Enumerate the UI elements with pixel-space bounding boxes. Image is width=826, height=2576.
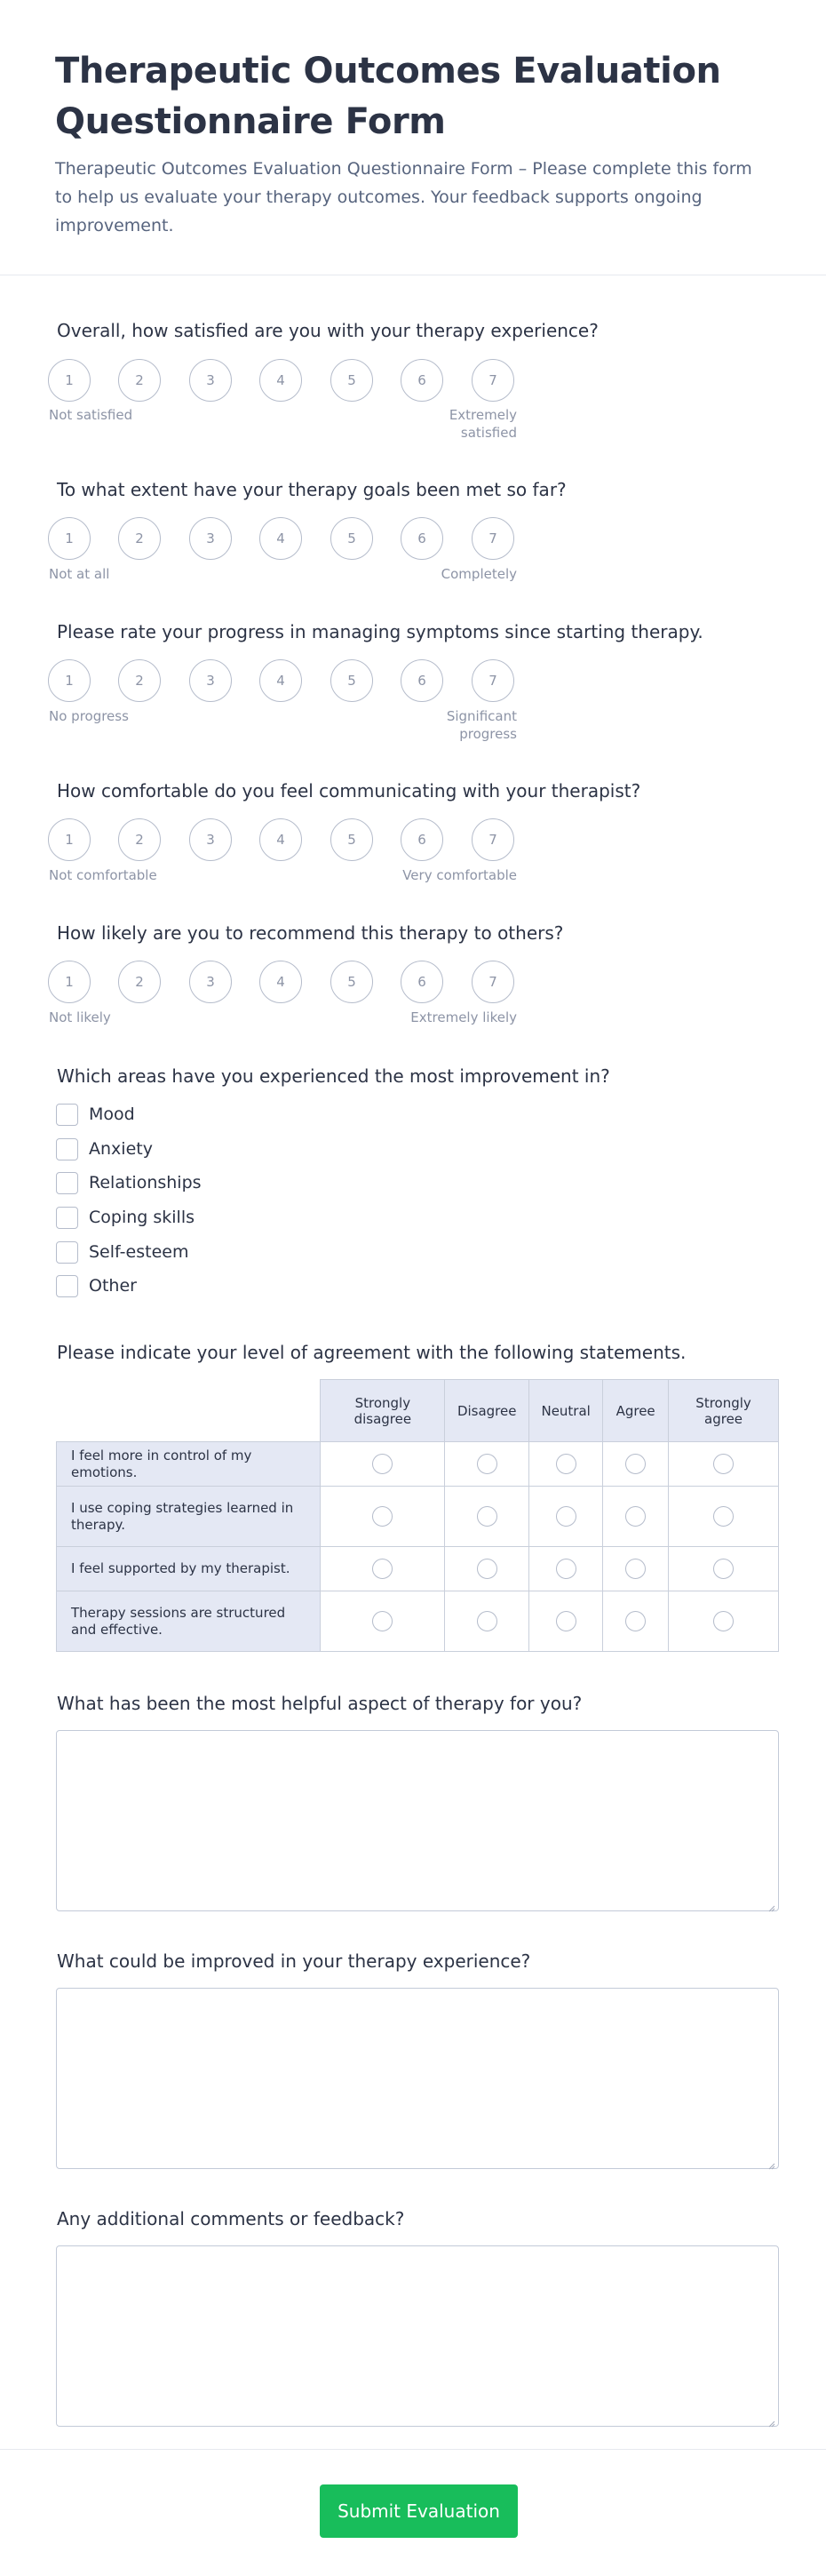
checkbox-option-other[interactable]: [56, 1274, 137, 1297]
matrix-column-header: Disagree: [445, 1380, 529, 1442]
checkbox[interactable]: [56, 1241, 78, 1264]
scale-low-label: Not likely: [49, 1009, 111, 1025]
scale-option-4[interactable]: 4: [259, 961, 302, 1003]
matrix-cell: [445, 1547, 529, 1591]
matrix-row: [57, 1591, 779, 1652]
scale-option-7[interactable]: 7: [472, 659, 514, 702]
matrix-row-label: I feel more in control of my emotions.: [57, 1442, 321, 1487]
scale-option-1[interactable]: 1: [48, 359, 91, 402]
matrix-column-header: Agree: [603, 1380, 669, 1442]
matrix-radio[interactable]: [713, 1454, 734, 1474]
checkbox-option-relationships[interactable]: [56, 1171, 202, 1194]
matrix-radio[interactable]: [372, 1454, 393, 1474]
matrix-cell: [669, 1487, 779, 1547]
scale-option-3[interactable]: 3: [189, 818, 232, 861]
agreement-matrix: [56, 1379, 779, 1652]
scale-option-6[interactable]: 6: [401, 659, 443, 702]
question-goals-title: To what extent have your therapy goals been met so far?: [57, 479, 567, 500]
helpful-aspect-textarea[interactable]: [56, 1730, 779, 1911]
scale-option-2[interactable]: 2: [118, 961, 161, 1003]
matrix-radio[interactable]: [477, 1611, 497, 1631]
scale-option-3[interactable]: 3: [189, 359, 232, 402]
matrix-cell: [669, 1591, 779, 1652]
matrix-cell: [529, 1547, 603, 1591]
form-footer-divider: [0, 2449, 826, 2450]
scale-option-4[interactable]: 4: [259, 517, 302, 560]
matrix-radio[interactable]: [556, 1506, 576, 1527]
improvement-textarea[interactable]: [56, 1988, 779, 2169]
scale-high-label: Very comfortable: [402, 867, 517, 883]
matrix-column-header: Strongly agree: [669, 1380, 779, 1442]
matrix-row-label: Therapy sessions are structured and effective.: [57, 1591, 321, 1652]
form-subtitle: Therapeutic Outcomes Evaluation Questionnaire Form – Please complete this form to help us evaluate your therapy outcomes. Your feedback supports ongoing improvement.: [55, 159, 752, 235]
scale-option-6[interactable]: 6: [401, 961, 443, 1003]
question-satisfaction-title: Overall, how satisfied are you with your therapy experience?: [57, 320, 599, 341]
matrix-radio[interactable]: [713, 1506, 734, 1527]
matrix-radio[interactable]: [713, 1611, 734, 1631]
checkbox-label: Coping skills: [89, 1208, 195, 1227]
checkbox-option-anxiety[interactable]: [56, 1137, 153, 1160]
scale-option-6[interactable]: 6: [401, 359, 443, 402]
scale-high-label: Extremely likely: [410, 1009, 517, 1025]
matrix-cell: [669, 1442, 779, 1487]
resize-grip-icon[interactable]: [766, 2157, 775, 2165]
matrix-radio[interactable]: [477, 1454, 497, 1474]
checkbox[interactable]: [56, 1138, 78, 1160]
matrix-radio[interactable]: [556, 1454, 576, 1474]
matrix-radio[interactable]: [556, 1611, 576, 1631]
checkbox-label: Self-esteem: [89, 1242, 189, 1262]
checkbox-label: Anxiety: [89, 1139, 153, 1159]
matrix-row: [57, 1547, 779, 1591]
matrix-cell: [445, 1487, 529, 1547]
matrix-cell: [445, 1591, 529, 1652]
matrix-row-label: I use coping strategies learned in therapy.: [57, 1487, 321, 1547]
scale-option-1[interactable]: 1: [48, 517, 91, 560]
matrix-radio[interactable]: [556, 1559, 576, 1579]
checkbox-label: Relationships: [89, 1173, 202, 1192]
scale-option-5[interactable]: 5: [330, 818, 373, 861]
matrix-cell: [669, 1547, 779, 1591]
matrix-corner: [57, 1380, 321, 1442]
scale-option-3[interactable]: 3: [189, 517, 232, 560]
checkbox-label: Mood: [89, 1105, 135, 1124]
scale-option-7[interactable]: 7: [472, 359, 514, 402]
matrix-radio[interactable]: [477, 1506, 497, 1527]
question-recommend-title: How likely are you to recommend this therapy to others?: [57, 922, 564, 944]
matrix-row-label: I feel supported by my therapist.: [57, 1547, 321, 1591]
scale-high-label: Extremely satisfied: [449, 407, 517, 441]
checkbox[interactable]: [56, 1275, 78, 1297]
scale-option-5[interactable]: 5: [330, 961, 373, 1003]
scale-option-2[interactable]: 2: [118, 359, 161, 402]
matrix-radio[interactable]: [625, 1454, 646, 1474]
scale-option-7[interactable]: 7: [472, 517, 514, 560]
matrix-radio[interactable]: [372, 1506, 393, 1527]
checkbox[interactable]: [56, 1172, 78, 1194]
checkbox-label: Other: [89, 1276, 137, 1296]
scale-option-1[interactable]: 1: [48, 961, 91, 1003]
matrix-cell: [603, 1547, 669, 1591]
resize-grip-icon[interactable]: [766, 1899, 775, 1908]
question-improvement-title: Which areas have you experienced the most improvement in?: [57, 1065, 610, 1087]
scale-low-label: No progress: [49, 708, 129, 724]
checkbox-option-mood[interactable]: [56, 1103, 135, 1126]
comments-textarea[interactable]: [56, 2245, 779, 2427]
matrix-radio[interactable]: [625, 1506, 646, 1527]
scale-option-1[interactable]: 1: [48, 659, 91, 702]
matrix-cell: [529, 1487, 603, 1547]
matrix-cell: [603, 1442, 669, 1487]
question-progress-title: Please rate your progress in managing symptoms since starting therapy.: [57, 621, 703, 642]
matrix-cell: [321, 1442, 445, 1487]
matrix-cell: [321, 1591, 445, 1652]
scale-option-7[interactable]: 7: [472, 961, 514, 1003]
scale-option-4[interactable]: 4: [259, 659, 302, 702]
scale-option-5[interactable]: 5: [330, 659, 373, 702]
matrix-cell: [529, 1591, 603, 1652]
matrix-radio[interactable]: [625, 1559, 646, 1579]
matrix-row: [57, 1442, 779, 1487]
matrix-cell: [445, 1442, 529, 1487]
matrix-column-header: Neutral: [529, 1380, 603, 1442]
matrix-cell: [321, 1487, 445, 1547]
matrix-cell: [529, 1442, 603, 1487]
form-header: [0, 0, 826, 275]
scale-option-3[interactable]: 3: [189, 659, 232, 702]
checkbox-option-coping-skills[interactable]: [56, 1206, 195, 1229]
scale-low-label: Not at all: [49, 566, 110, 582]
matrix-radio[interactable]: [477, 1559, 497, 1579]
scale-high-label: Completely: [441, 566, 517, 582]
matrix-radio[interactable]: [625, 1611, 646, 1631]
matrix-cell: [321, 1547, 445, 1591]
matrix-cell: [603, 1591, 669, 1652]
scale-option-1[interactable]: 1: [48, 818, 91, 861]
question-improve-title: What could be improved in your therapy experience?: [57, 1950, 531, 1972]
scale-option-3[interactable]: 3: [189, 961, 232, 1003]
matrix-column-header: Strongly disagree: [321, 1380, 445, 1442]
question-comments-title: Any additional comments or feedback?: [57, 2208, 405, 2229]
matrix-radio[interactable]: [713, 1559, 734, 1579]
scale-option-4[interactable]: 4: [259, 359, 302, 402]
scale-low-label: Not comfortable: [49, 867, 157, 883]
matrix-radio[interactable]: [372, 1611, 393, 1631]
form-title: Therapeutic Outcomes Evaluation Questionnaire Form: [55, 51, 721, 142]
scale-option-2[interactable]: 2: [118, 659, 161, 702]
scale-option-5[interactable]: 5: [330, 517, 373, 560]
matrix-radio[interactable]: [372, 1559, 393, 1579]
matrix-cell: [603, 1487, 669, 1547]
matrix-row: [57, 1487, 779, 1547]
submit-button[interactable]: Submit Evaluation: [320, 2484, 518, 2538]
checkbox[interactable]: [56, 1104, 78, 1126]
scale-low-label: Not satisfied: [49, 407, 133, 423]
checkbox-option-self-esteem[interactable]: [56, 1240, 188, 1264]
scale-option-2[interactable]: 2: [118, 517, 161, 560]
scale-option-2[interactable]: 2: [118, 818, 161, 861]
question-communication-title: How comfortable do you feel communicating with your therapist?: [57, 780, 641, 802]
checkbox[interactable]: [56, 1207, 78, 1229]
scale-option-7[interactable]: 7: [472, 818, 514, 861]
scale-option-5[interactable]: 5: [330, 359, 373, 402]
scale-option-6[interactable]: 6: [401, 818, 443, 861]
question-agreement-title: Please indicate your level of agreement with the following statements.: [57, 1342, 687, 1363]
scale-option-6[interactable]: 6: [401, 517, 443, 560]
scale-high-label: Significant progress: [446, 708, 517, 742]
resize-grip-icon[interactable]: [766, 2414, 775, 2423]
question-helpful-title: What has been the most helpful aspect of therapy for you?: [57, 1693, 583, 1714]
scale-option-4[interactable]: 4: [259, 818, 302, 861]
